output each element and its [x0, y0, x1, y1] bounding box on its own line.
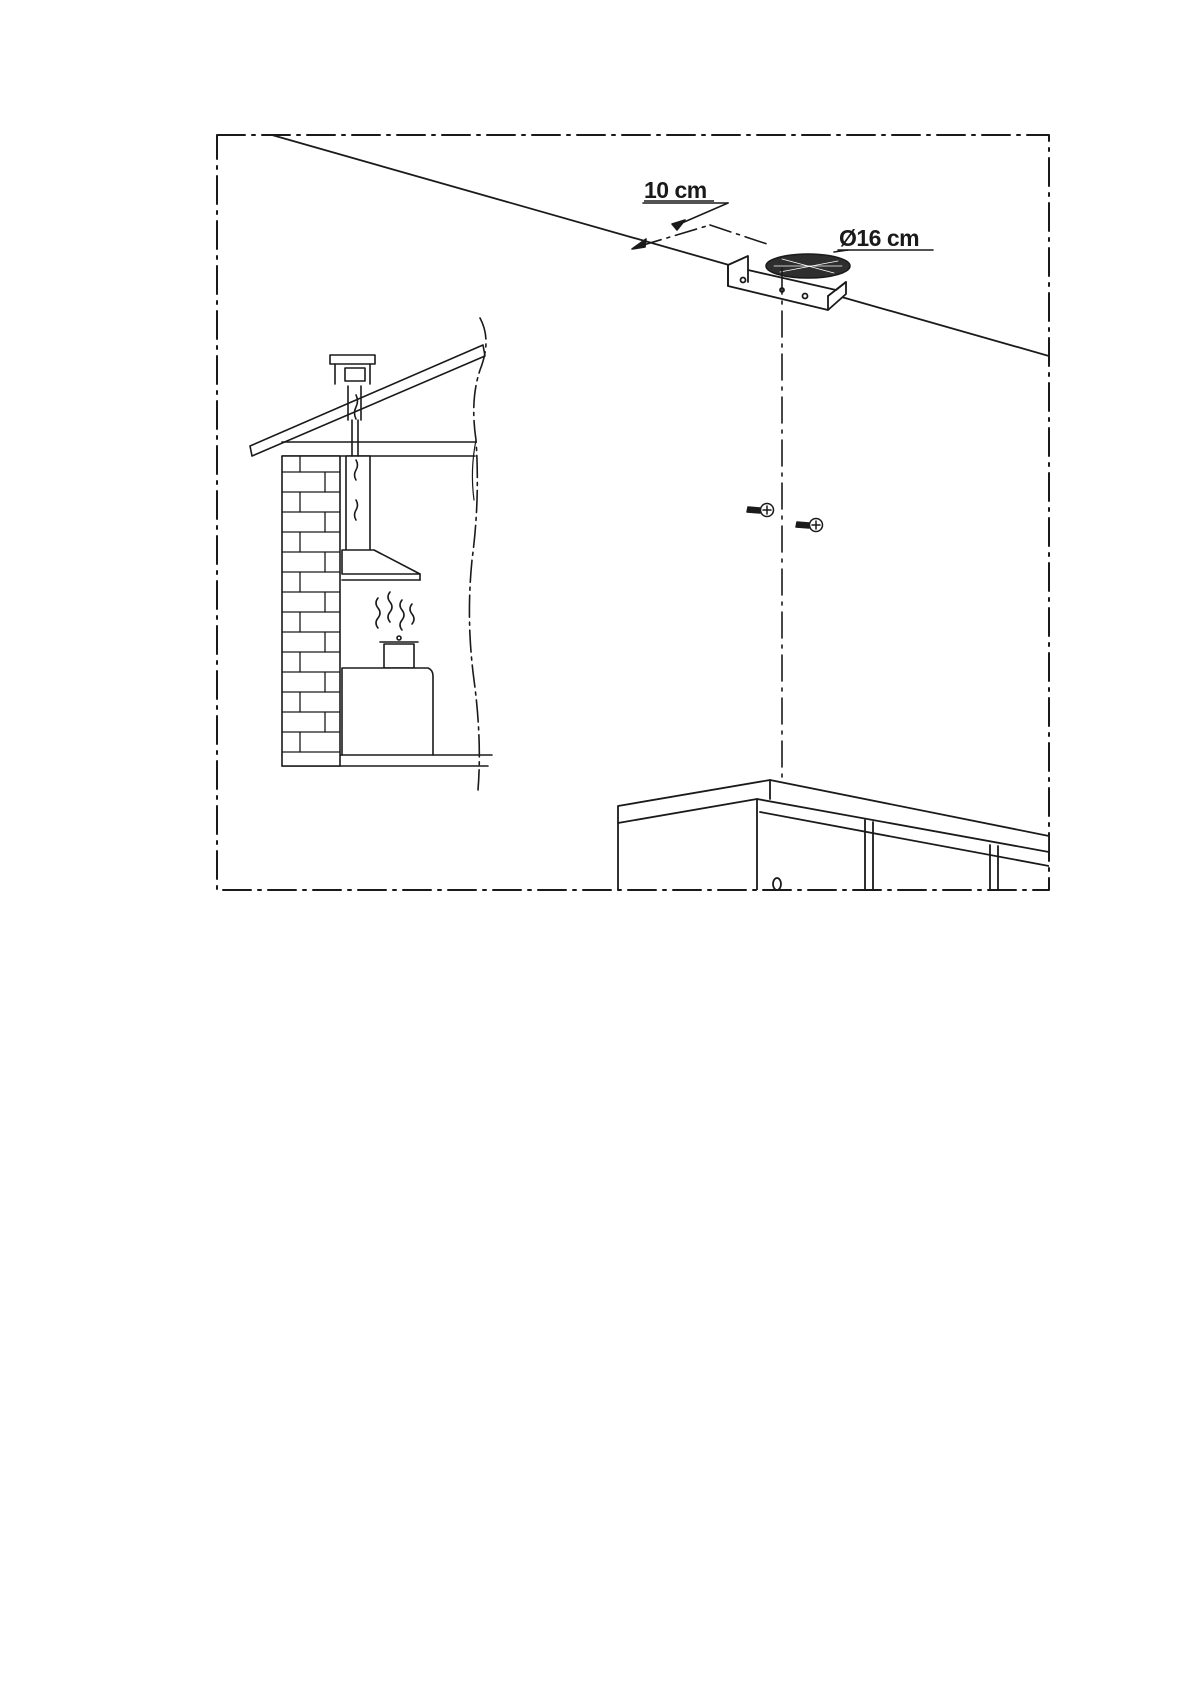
chimney-cap: [330, 355, 375, 364]
screw-icon: [796, 519, 823, 532]
break-line: [469, 318, 486, 790]
diameter-label: Ø16 cm: [839, 225, 920, 251]
kitchen-cabinets: [618, 780, 1049, 890]
ceiling-line: [272, 135, 1049, 356]
inset-stove: [342, 668, 433, 755]
offset-label: 10 cm: [644, 177, 707, 203]
cabinet-knob: [773, 878, 781, 890]
brick-wall: [282, 456, 340, 766]
cooking-pot-icon: [376, 592, 418, 668]
extraction-hole: [766, 254, 850, 278]
screw-icon: [747, 504, 774, 517]
offset-dimension: [632, 203, 770, 249]
inset-hood: [342, 550, 420, 574]
inset-house-illustration: [250, 318, 492, 790]
